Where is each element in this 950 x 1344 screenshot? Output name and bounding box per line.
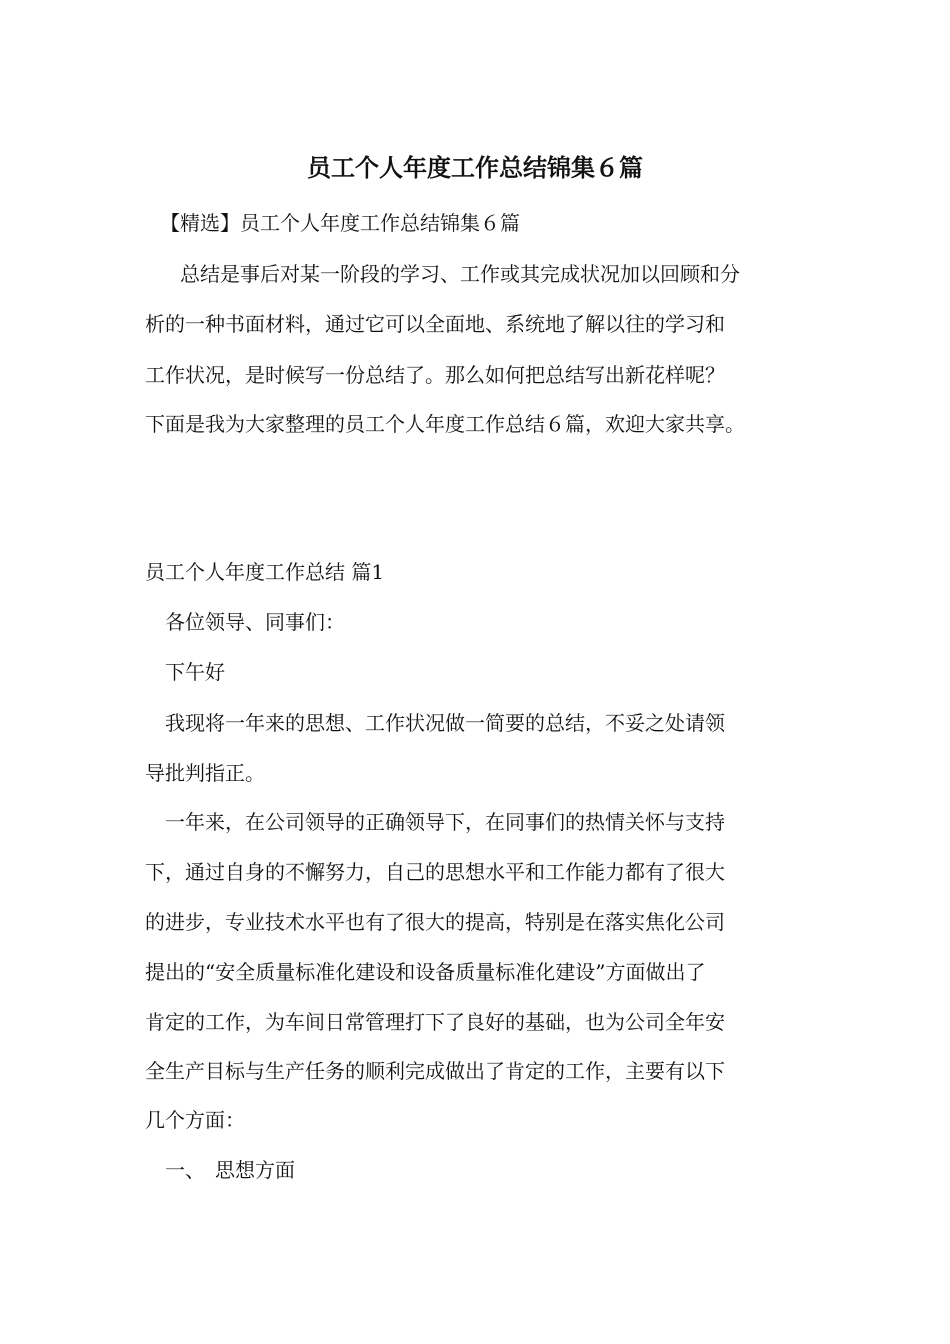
section-item-1: 一、 思想方面	[165, 1158, 295, 1182]
para2-line-7: 几个方面：	[145, 1108, 245, 1132]
greeting: 各位领导、同事们：	[165, 610, 345, 634]
intro-line-2: 析的一种书面材料，通过它可以全面地、系统地了解以往的学习和	[145, 312, 725, 336]
document-title: 员工个人年度工作总结锦集６篇	[307, 154, 643, 182]
intro-line-4: 下面是我为大家整理的员工个人年度工作总结６篇，欢迎大家共享。	[145, 412, 745, 436]
document-subtitle: 【精选】员工个人年度工作总结锦集６篇	[160, 211, 520, 235]
para2-line-3: 的进步，专业技术水平也有了很大的提高，特别是在落实焦化公司	[145, 910, 725, 934]
para1-line-1: 我现将一年来的思想、工作状况做一简要的总结，不妥之处请领	[165, 711, 725, 735]
para2-line-4: 提出的“安全质量标准化建设和设备质量标准化建设”方面做出了	[145, 960, 706, 984]
intro-line-3: 工作状况，是时候写一份总结了。那么如何把总结写出新花样呢？	[145, 363, 725, 387]
salutation: 下午好	[165, 660, 225, 684]
para2-line-6: 全生产目标与生产任务的顺利完成做出了肯定的工作，主要有以下	[145, 1059, 725, 1083]
para2-line-5: 肯定的工作，为车间日常管理打下了良好的基础，也为公司全年安	[145, 1010, 725, 1034]
para2-line-1: 一年来，在公司领导的正确领导下，在同事们的热情关怀与支持	[165, 810, 725, 834]
intro-line-1: 总结是事后对某一阶段的学习、工作或其完成状况加以回顾和分	[180, 262, 740, 286]
section-heading: 员工个人年度工作总结 篇1	[145, 560, 385, 584]
para2-line-2: 下，通过自身的不懈努力，自己的思想水平和工作能力都有了很大	[145, 860, 725, 884]
para1-line-2: 导批判指正。	[145, 761, 265, 785]
